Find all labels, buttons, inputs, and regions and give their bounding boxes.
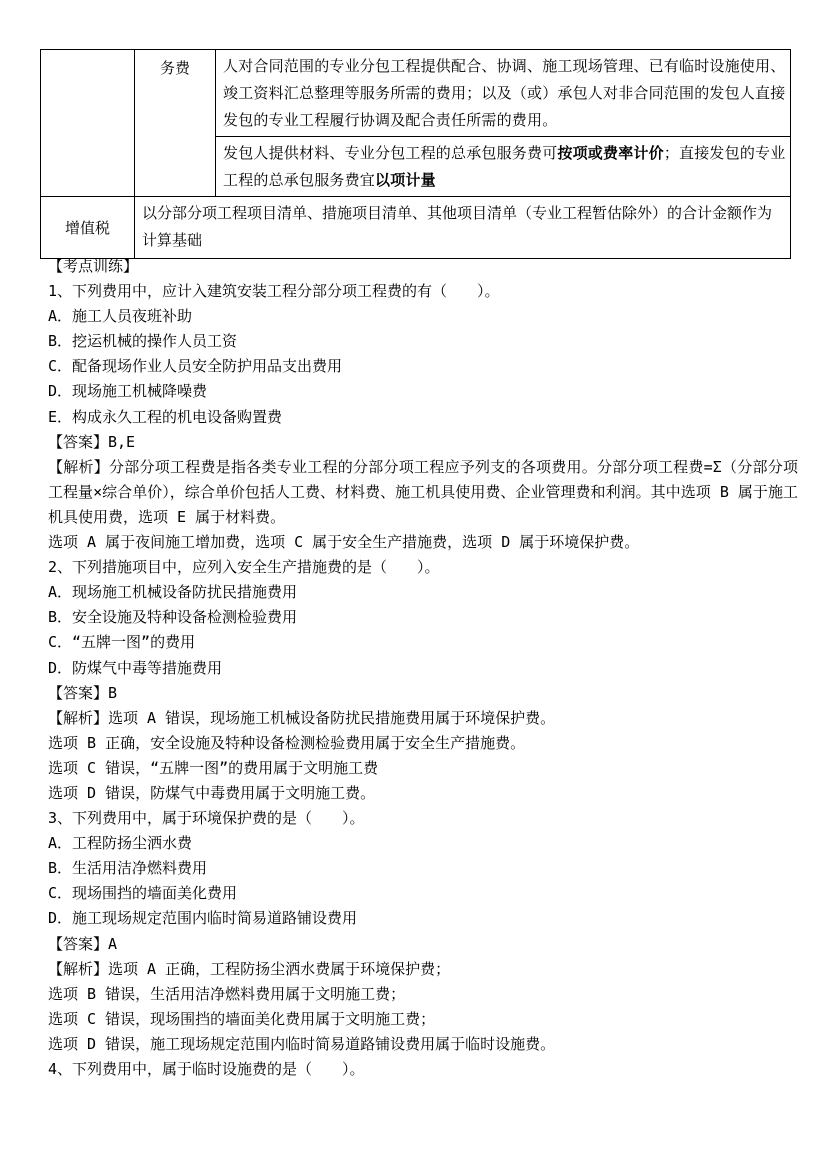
table-row — [41, 50, 791, 137]
explanation: 【解析】分部分项工程费是指各类专业工程的分部分项工程应予列支的各项费用。分部分项工程费=Σ（分部分项工程量×综合单价），综合单价包括人工费、材料费、施工机具使用费、企业管理费和利润。其中选项 B 属于施工机具使用费，选项 E 属于材料费。 — [48, 457, 798, 526]
question: 1、下列费用中，应计入建筑安装工程分部分项工程费的有（ ）。 — [48, 282, 500, 301]
option: C．“五牌一图”的费用 — [48, 633, 196, 652]
vat-description: 以分部分项工程项目清单、措施项目清单、其他项目清单（专业工程暂估除外）的合计金额作为计算基础 — [135, 197, 791, 259]
explanation: 选项 A 属于夜间施工增加费，选项 C 属于安全生产措施费，选项 D 属于环境保护费。 — [48, 533, 640, 552]
pricing-bold: 以项计量 — [375, 171, 436, 189]
explanation: 【解析】选项 A 正确，工程防扬尘洒水费属于环境保护费； — [48, 959, 451, 978]
explanation: 【解析】选项 A 错误，现场施工机械设备防扰民措施费用属于环境保护费。 — [48, 708, 556, 727]
row-label-vat: 增值税 — [41, 197, 135, 259]
table-cell-description — [216, 50, 791, 137]
explanation: 选项 B 错误，生活用洁净燃料费用属于文明施工费； — [48, 984, 406, 1003]
table-row — [41, 197, 791, 259]
answer: 【答案】B,E — [48, 432, 136, 451]
service-fee-description: 人对合同范围的专业分包工程提供配合、协调、施工现场管理、已有临时设施使用、竣工资料汇总整理等服务所需的费用；以及（或）承包人对非合同范围的发包人直接发包的专业工程履行协调及配合责任所需的费用。 — [223, 57, 786, 129]
option: A．施工人员夜班补助 — [48, 307, 193, 326]
option: B．挖运机械的操作人员工资 — [48, 332, 238, 351]
option: D．防煤气中毒等措施费用 — [48, 658, 223, 677]
table-cell-description — [216, 137, 791, 197]
pricing-text: ；直接发包的专业工程的总承包服务费宜 — [223, 144, 786, 189]
answer: 【答案】B — [48, 683, 118, 702]
option: C．配备现场作业人员安全防护用品支出费用 — [48, 357, 343, 376]
explanation: 选项 D 错误，防煤气中毒费用属于文明施工费。 — [48, 783, 376, 802]
explanation: 选项 C 错误，“五牌一图”的费用属于文明施工费 — [48, 758, 379, 777]
question: 2、下列措施项目中，应列入安全生产措施费的是（ ）。 — [48, 558, 440, 577]
option: A．现场施工机械设备防扰民措施费用 — [48, 583, 298, 602]
fee-table — [40, 49, 791, 259]
option: B．生活用洁净燃料费用 — [48, 859, 208, 878]
pricing-text: 发包人提供材料、专业分包工程的总承包服务费可 — [223, 144, 558, 162]
service-fee-pricing — [216, 137, 790, 196]
explanation: 选项 B 正确，安全设施及特种设备检测检验费用属于安全生产措施费。 — [48, 733, 526, 752]
section-heading: 【考点训练】 — [48, 257, 139, 275]
option: E．构成永久工程的机电设备购置费 — [48, 407, 283, 426]
option: D．施工现场规定范围内临时简易道路铺设费用 — [48, 909, 358, 928]
explanation: 选项 D 错误，施工现场规定范围内临时简易道路铺设费用属于临时设施费。 — [48, 1034, 556, 1053]
option: B．安全设施及特种设备检测检验费用 — [48, 608, 298, 627]
option: C．现场围挡的墙面美化费用 — [48, 884, 238, 903]
pricing-bold: 按项或费率计价 — [557, 144, 664, 162]
option: A．工程防扬尘洒水费 — [48, 834, 193, 853]
question: 3、下列费用中，属于环境保护费的是（ ）。 — [48, 809, 365, 828]
question: 4、下列费用中，属于临时设施费的是（ ）。 — [48, 1060, 365, 1078]
table-cell-label — [135, 50, 216, 197]
table-cell-empty — [41, 50, 135, 197]
exercise-body — [48, 254, 798, 1082]
option: D．现场施工机械降噪费 — [48, 382, 208, 401]
row-label-service-fee: 务费 — [159, 59, 190, 77]
explanation: 选项 C 错误，现场围挡的墙面美化费用属于文明施工费； — [48, 1009, 436, 1028]
answer: 【答案】A — [48, 934, 118, 953]
